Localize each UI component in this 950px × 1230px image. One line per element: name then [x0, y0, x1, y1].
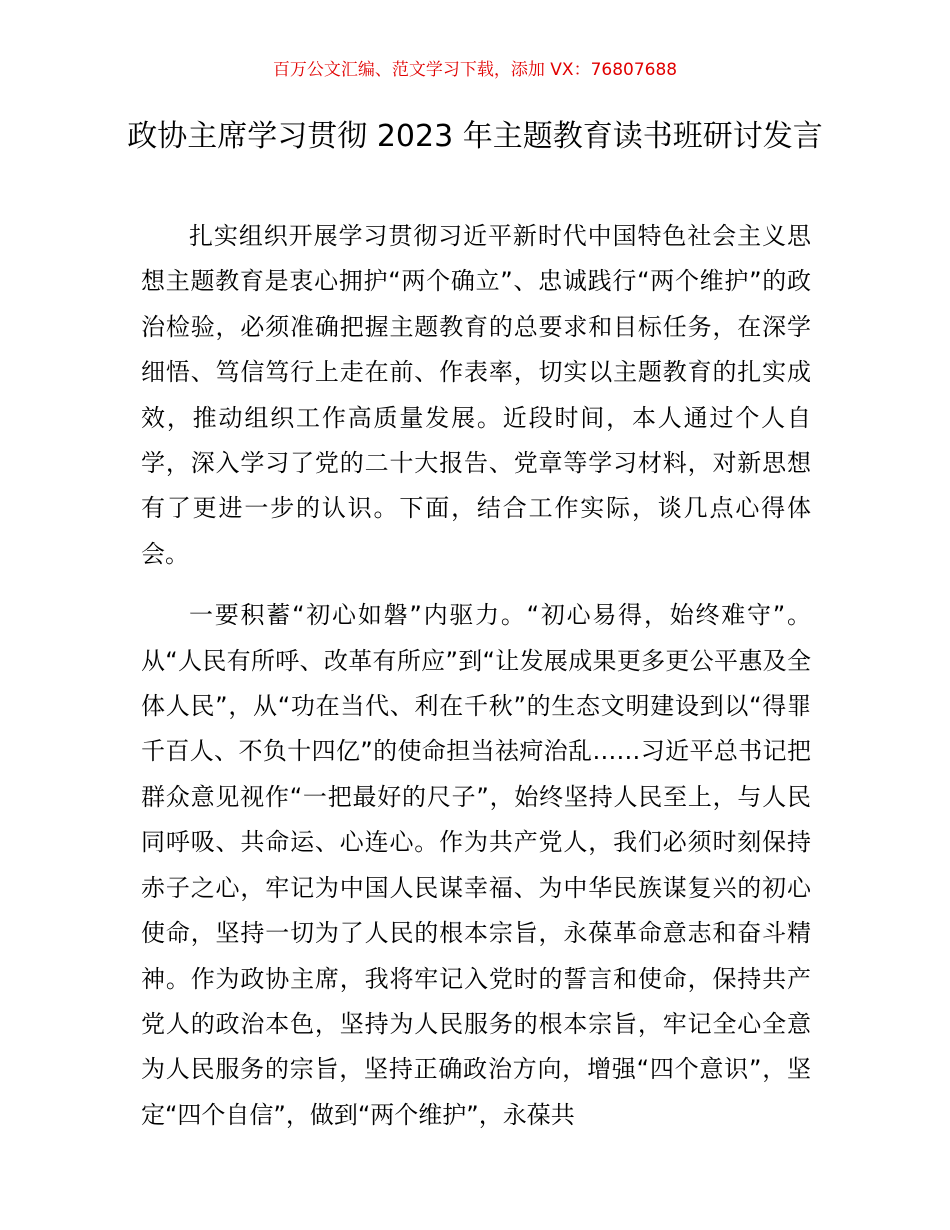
paragraph-point-one: 一要积蓄“初心如磐”内驱力。“初心易得，始终难守”。从“人民有所呼、改革有所应”到“让发展成果更多更公平惠及全体人民”，从“功在当代、利在千秋”的生态文明建设到以“得罪千百人、不负十四亿”的使命担当祛疴治乱……习近平总书记把群众意见视作“一把最好的尺子”，始终坚持人民至上，与人民同呼吸、共命运、心连心。作为共产党人，我们必须时刻保持赤子之心，牢记为中国人民谋幸福、为中华民族谋复兴的初心使命，坚持一切为了人民的根本宗旨，永葆革命意志和奋斗精神。作为政协主席，我将牢记入党时的誓言和使命，保持共产党人的政治本色，坚持为人民服务的根本宗旨，牢记全心全意为人民服务的宗旨，坚持正确政治方向，增强“四个意识”，坚定“四个自信”，做到“两个维护”，永葆共	[141, 601, 811, 1129]
paragraph-intro: 扎实组织开展学习贯彻习近平新时代中国特色社会主义思想主题教育是衷心拥护“两个确立”、忠诚践行“两个维护”的政治检验，必须准确把握主题教育的总要求和目标任务，在深学细悟、笃信笃行上走在前、作表率，切实以主题教育的扎实成效，推动组织工作高质量发展。近段时间，本人通过个人自学，深入学习了党的二十大报告、党章等学习材料，对新思想有了更进一步的认识。下面，结合工作实际，谈几点心得体会。	[141, 222, 811, 568]
download-notice: 百万公文汇编、范文学习下载，添加 VX：76807688	[272, 60, 678, 80]
document-body	[141, 214, 811, 1138]
page-title: 政协主席学习贯彻 2023 年主题教育读书班研讨发言	[127, 119, 823, 154]
